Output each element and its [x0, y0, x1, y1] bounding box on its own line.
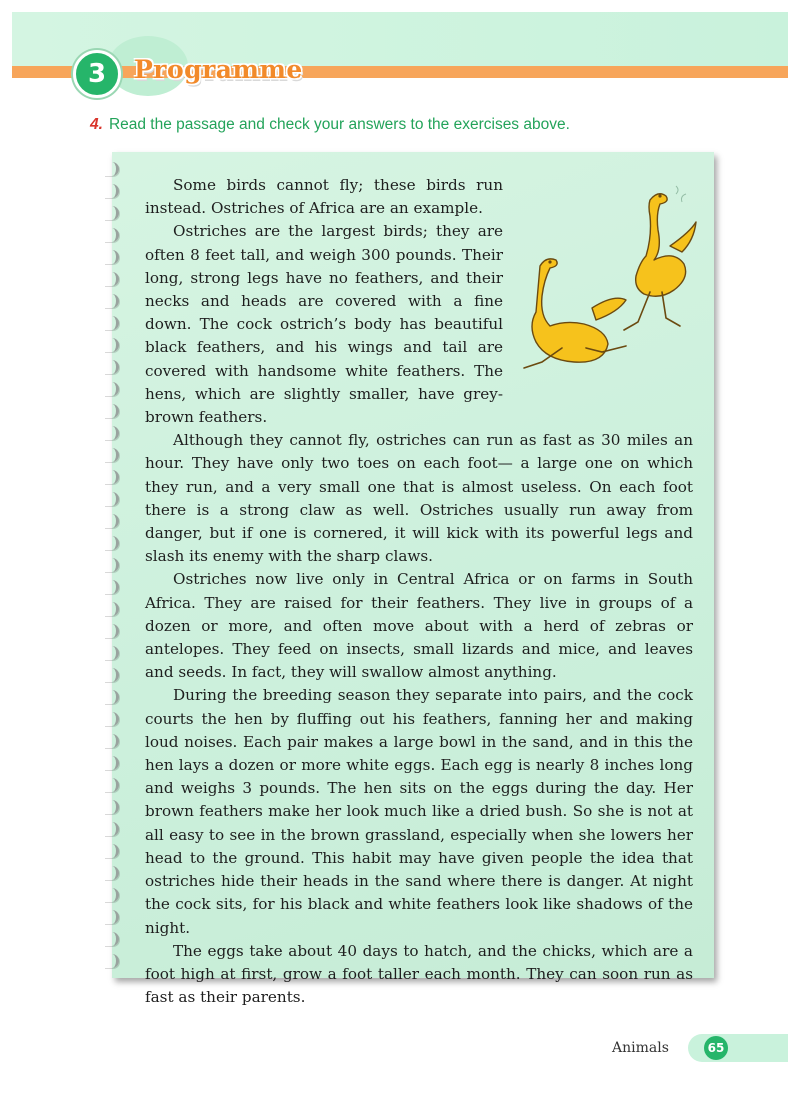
passage-text [145, 174, 693, 1009]
binding-ring [104, 338, 119, 352]
binding-ring [104, 536, 119, 550]
binding-ring [104, 624, 119, 638]
binding-ring [104, 228, 119, 242]
binding-ring [104, 690, 119, 704]
binding-ring [104, 866, 119, 880]
spiral-binding [104, 162, 128, 974]
binding-ring [104, 778, 119, 792]
footer-unit-label: Animals [612, 1040, 669, 1056]
binding-ring [104, 580, 119, 594]
binding-ring [104, 954, 119, 968]
exercise-instruction [90, 116, 770, 134]
section-number: 3 [87, 59, 107, 89]
binding-ring [104, 888, 119, 902]
binding-ring [104, 844, 119, 858]
binding-ring [104, 294, 119, 308]
binding-ring [104, 360, 119, 374]
binding-ring [104, 756, 119, 770]
binding-ring [104, 602, 119, 616]
binding-ring [104, 426, 119, 440]
passage-paragraph: The eggs take about 40 days to hatch, and the chicks, which are a foot high at first, grow a foot taller each month. They can soon run as fast as their parents. [145, 941, 693, 1007]
binding-ring [104, 206, 119, 220]
binding-ring [104, 162, 119, 176]
binding-ring [104, 712, 119, 726]
binding-ring [104, 470, 119, 484]
passage-paragraph: During the breeding season they separate into pairs, and the cock courts the hen by fluffing out his feathers, fanning her and making loud noises. Each pair makes a large bowl in the sand, and in this the hen lays a dozen or more white eggs. Each egg is nearly 8 inches long and weighs 3 pounds. The hen sits on the eggs during the day. Her brown feathers make her look much like a dried bush. So she is not at all easy to see in the brown grassland, especially when she lowers her head to the ground. This habit may have given people the idea that ostriches hide their heads in the sand where there is danger. At night the cock sits, for his black and white feathers look like shadows of the night. [145, 686, 693, 937]
binding-ring [104, 382, 119, 396]
binding-ring [104, 822, 119, 836]
binding-ring [104, 448, 119, 462]
binding-ring [104, 932, 119, 946]
passage-paragraph: Ostriches are the largest birds; they are often 8 feet tall, and weigh 300 pounds. Their long, strong legs have no feathers, and their necks and heads are covered with a fine down. The cock ostrich’s body has beautiful black feathers, and his wings and tail are covered with handsome white feathers. The hens, which are slightly smaller, have grey-brown feathers. [145, 222, 503, 427]
binding-ring [104, 910, 119, 924]
binding-ring [104, 316, 119, 330]
binding-ring [104, 492, 119, 506]
binding-ring [104, 250, 119, 264]
binding-ring [104, 800, 119, 814]
section-title: Programme [134, 55, 303, 84]
exercise-number: 4. [90, 116, 103, 133]
exercise-text: Read the passage and check your answers to the exercises above. [108, 116, 570, 133]
binding-ring [104, 184, 119, 198]
binding-ring [104, 514, 119, 528]
binding-ring [104, 734, 119, 748]
footer-tab [688, 1034, 788, 1062]
binding-ring [104, 272, 119, 286]
binding-ring [104, 558, 119, 572]
binding-ring [104, 646, 119, 660]
header-stripe [12, 66, 788, 78]
page-number: 65 [704, 1036, 728, 1060]
binding-ring [104, 404, 119, 418]
passage-paragraph: Although they cannot fly, ostriches can run as fast as 30 miles an hour. They have only two toes on each foot— a large one on which they run, and a very small one that is almost useless. On each foot there is a strong claw as well. Ostriches usually run away from danger, but if one is cornered, it will kick with its powerful legs and slash its enemy with the sharp claws. [145, 431, 693, 566]
passage-paragraph: Some birds cannot fly; these birds run instead. Ostriches of Africa are an example. [145, 176, 503, 218]
binding-ring [104, 668, 119, 682]
passage-paragraph: Ostriches now live only in Central Africa or on farms in South Africa. They are raised for their feathers. They live in groups of a dozen or more, and often move about with a herd of zebras or antelopes. They feed on insects, small lizards and mice, and leaves and seeds. In fact, they will swallow almost anything. [145, 570, 693, 682]
